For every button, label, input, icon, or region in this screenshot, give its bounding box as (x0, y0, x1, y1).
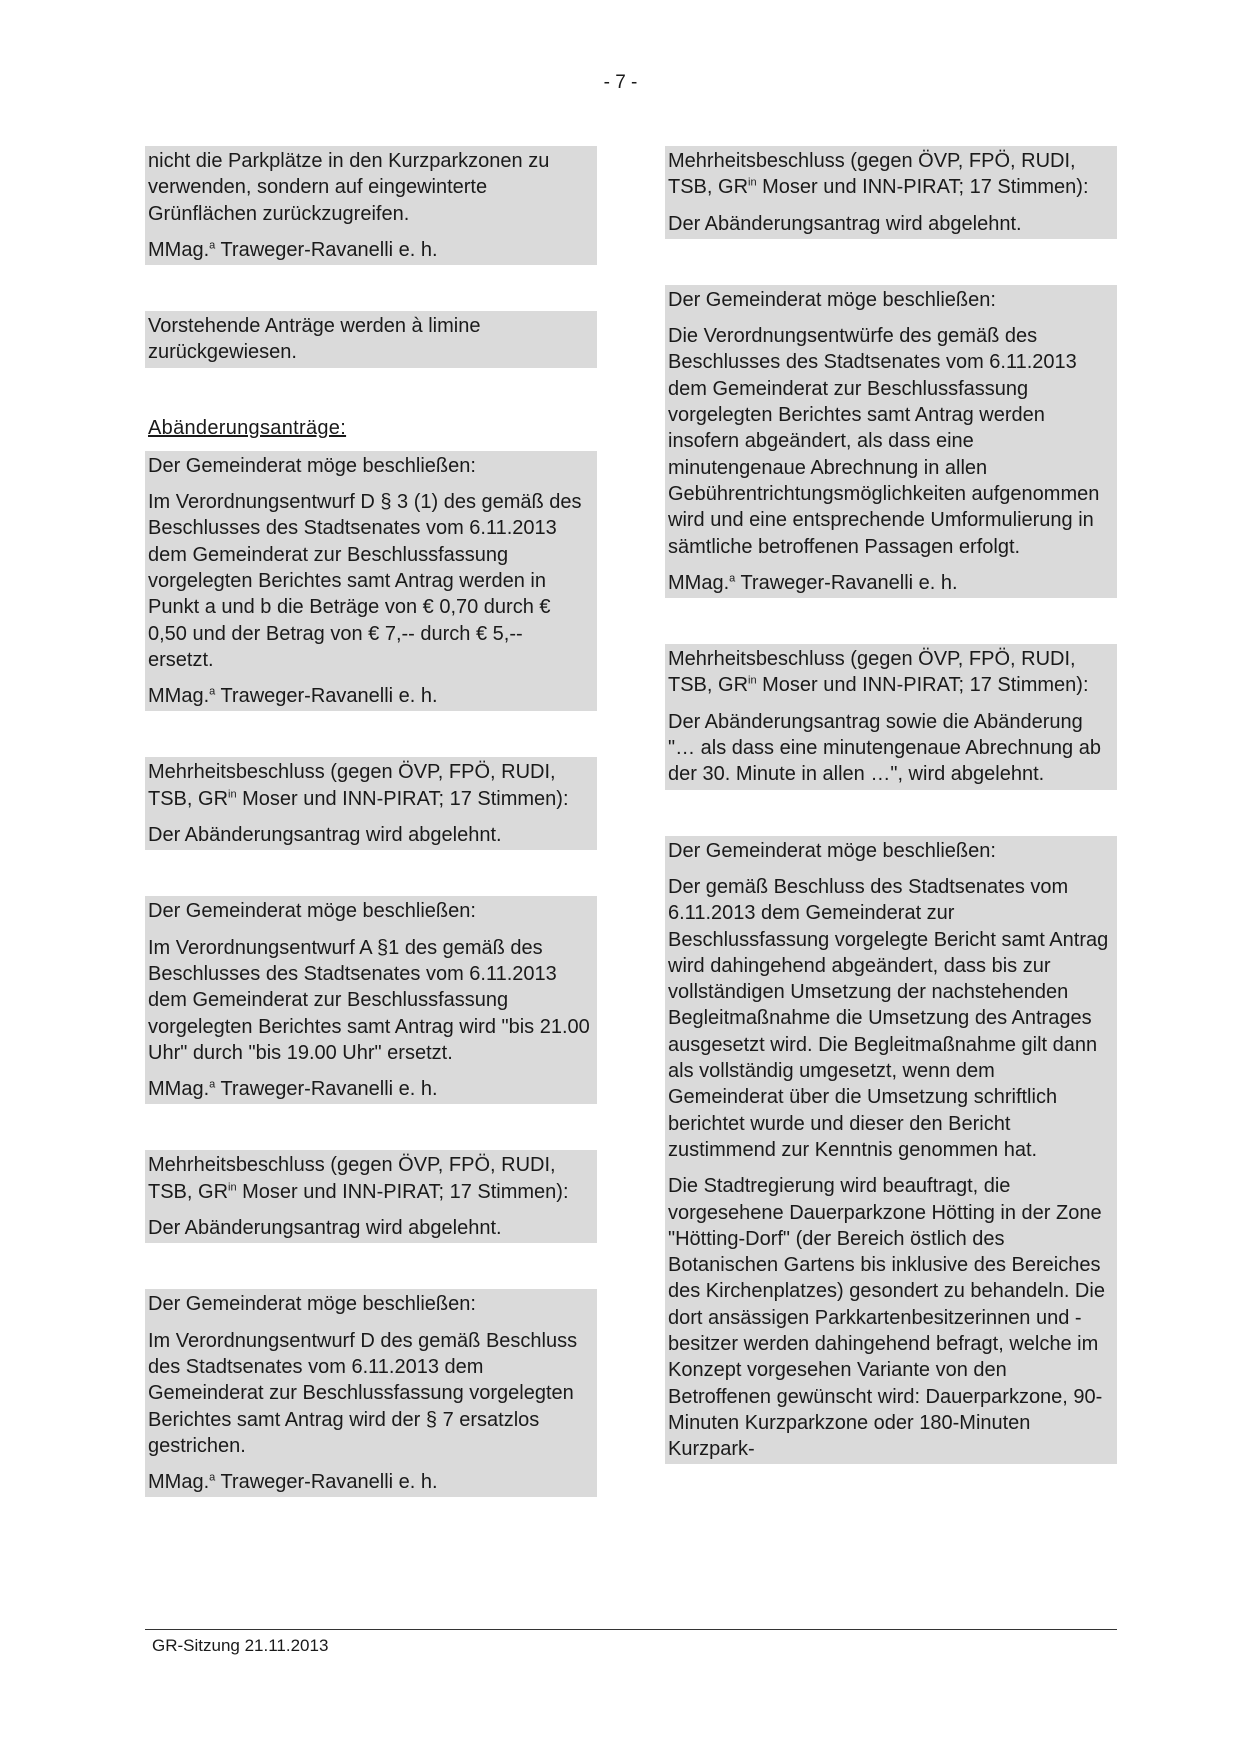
vote-result: Der Abänderungsantrag wird abgelehnt. (668, 212, 1022, 235)
vote-result: Der Abänderungsantrag sowie die Abänderung "… als dass eine minutengenaue Abrechnung ab der 30. Minute in allen …", wird abgelehnt. (668, 710, 1101, 786)
rejection-text: Vorstehende Anträge werden à limine zurückgewiesen. (148, 315, 481, 364)
amendment-text: Der gemäß Beschluss des Stadtsenates vom 6.11.2013 dem Gemeinderat zur Beschlussfassung vorgelegte Bericht samt Antrag wird dahingehend abgeändert, dass bis zur vollständigen Umsetzung der nachstehenden Begleitmaßnahme die Umsetzung des Antrages ausgesetzt wird. Die Begleitmaßnahme gilt dann als vollständig umgesetzt, wenn dem Gemeinderat über die Umsetzung schriftlich berichtet wurde und dieser den Bericht zustimmend zur Kenntnis genommen hat. (668, 875, 1109, 1161)
amendment-block (145, 1289, 597, 1497)
section-heading: Abänderungsanträge: (148, 416, 347, 439)
amendment-text: Im Verordnungsentwurf A §1 des gemäß des Beschlusses des Stadtsenates vom 6.11.2013 dem Gemeinderat zur Beschlussfassung vorgelegten Berichtes samt Antrag wird "bis 21.00 Uhr" durch "bis 19.00 Uhr" ersetzt. (148, 936, 590, 1064)
amendment-block (145, 896, 597, 1104)
rejection-block (145, 311, 597, 368)
vote-block (145, 757, 597, 850)
vote-block (665, 146, 1117, 239)
amendment-intro: Der Gemeinderat möge beschließen: (148, 1293, 476, 1316)
amendment-block (145, 451, 597, 712)
signature: MMag.$^a$ Traweger-Ravanelli e. h. (668, 571, 958, 594)
vote-block (145, 1150, 597, 1243)
vote-result: Der Abänderungsantrag wird abgelehnt. (148, 1217, 502, 1240)
amendment-intro: Der Gemeinderat möge beschließen: (148, 454, 476, 477)
amendment-intro: Der Gemeinderat möge beschließen: (668, 288, 996, 311)
footer-session: GR-Sitzung 21.11.2013 (152, 1636, 329, 1655)
amendment-text: Die Verordnungsentwürfe des gemäß des Beschlusses des Stadtsenates vom 6.11.2013 dem Gemeinderat zur Beschlussfassung vorgelegten Berichtes samt Antrag werden insofern abgeändert, als dass eine minutengenaue Abrechnung in allen Gebührentrichtungsmöglichkeiten aufgenommen wird und eine entsprechende Umformulierung in sämtliche betroffenen Passagen erfolgt. (668, 325, 1100, 558)
signature: MMag.$^a$ Traweger-Ravanelli e. h. (148, 238, 438, 261)
motion-block (145, 146, 597, 265)
signature: MMag.$^a$ Traweger-Ravanelli e. h. (148, 1078, 438, 1101)
motion-text: nicht die Parkplätze in den Kurzparkzonen zu verwenden, sondern auf eingewinterte Grünflächen zurückzugreifen. (148, 150, 550, 225)
right-column (665, 146, 1117, 1464)
page-number: - 7 - (603, 72, 638, 93)
vote-text: Mehrheitsbeschluss (gegen ÖVP, FPÖ, RUDI, TSB, $GR^{in}$ Moser und INN-PIRAT; 17 Stimmen): (148, 1154, 569, 1203)
amendment-intro: Der Gemeinderat möge beschließen: (668, 839, 996, 862)
vote-result: Der Abänderungsantrag wird abgelehnt. (148, 824, 502, 847)
amendment-block (665, 836, 1117, 1465)
vote-text: Mehrheitsbeschluss (gegen ÖVP, FPÖ, RUDI, TSB, $GR^{in}$ Moser und INN-PIRAT; 17 Stimmen): (668, 150, 1089, 199)
footer-divider (145, 1629, 1117, 1630)
amendment-text: Im Verordnungsentwurf D § 3 (1) des gemäß des Beschlusses des Stadtsenates vom 6.11.2013 dem Gemeinderat zur Beschlussfassung vorgelegten Berichtes samt Antrag werden in Punkt a und b die Beträge von € 0,70 durch € 0,50 und der Betrag von € 7,-- durch € 5,-- ersetzt. (148, 491, 582, 671)
signature: MMag.$^a$ Traweger-Ravanelli e. h. (148, 685, 438, 708)
vote-block (665, 644, 1117, 789)
left-column (145, 146, 597, 1497)
amendment-block (665, 285, 1117, 598)
signature: MMag.$^a$ Traweger-Ravanelli e. h. (148, 1471, 438, 1494)
vote-text: Mehrheitsbeschluss (gegen ÖVP, FPÖ, RUDI, TSB, $GR^{in}$ Moser und INN-PIRAT; 17 Stimmen): (668, 648, 1089, 697)
vote-text: Mehrheitsbeschluss (gegen ÖVP, FPÖ, RUDI, TSB, $GR^{in}$ Moser und INN-PIRAT; 17 Stimmen): (148, 761, 569, 810)
amendment-intro: Der Gemeinderat möge beschließen: (148, 900, 476, 923)
amendment-text-continued: Die Stadtregierung wird beauftragt, die vorgesehene Dauerparkzone Hötting in der Zone "Hötting-Dorf" (der Bereich östlich des Botanischen Gartens bis inklusive des Bereiches des Kirchenplatzes) gesondert zu behandeln. Die dort ansässigen Parkkartenbesitzerinnen und -besitzer werden dahingehend befragt, welche im Konzept vorgesehen Variante von den Betroffenen gewünscht wird: Dauerparkzone, 90-Minuten Kurzparkzone oder 180-Minuten Kurzpark- (668, 1175, 1105, 1461)
amendment-text: Im Verordnungsentwurf D des gemäß Beschluss des Stadtsenates vom 6.11.2013 dem Gemeinderat zur Beschlussfassung vorgelegten Berichtes samt Antrag wird der § 7 ersatzlos gestrichen. (148, 1329, 578, 1457)
